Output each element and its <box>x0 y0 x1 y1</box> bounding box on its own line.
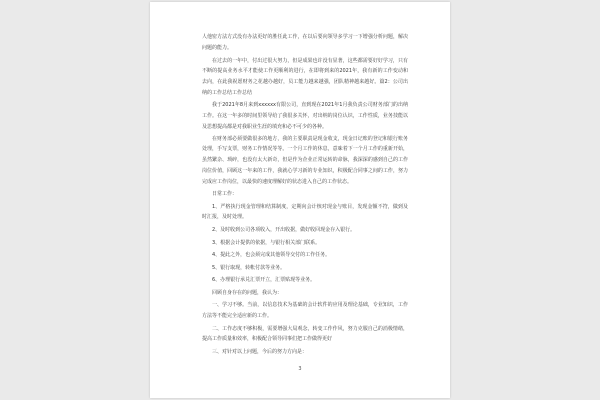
problem-1: 一、学习不够。当前，以信息技术为基础的会计软件的应用及理论基础，专业知识，工作方法等不能完全适应新的工作。 <box>202 302 408 319</box>
list-item-4: 4、提此之外，也会须完成其他领导交付的工作任务。 <box>212 252 331 258</box>
paragraph-intro: 人他密方法方式没有办法更好的胜任此工作，在以后要向领导多学习一下增强分析问题，解决问题的能力。 <box>202 34 408 51</box>
paragraph-daily-work-heading: 日常工作： <box>212 191 238 197</box>
list-item-3: 3、根据会计提供的依据，与银行相关部门联系。 <box>212 239 321 246</box>
problem-3: 三、对针对以上问题，今后的努力方向是： <box>212 349 308 355</box>
paragraph-joined-company: 我于2021年8月来到xxxxxx有限公司，直到现在2021年1月我负责公司财务部门的出纳工作。在这一年多的时间里领导给了我很多关怀，对出纳的岗位认识，工作性质，业务技能以及思想提高都是对我职业生涯的填充和必不可少的各种。 <box>202 102 408 130</box>
list-item-2: 2、及时收到公司各项收入，开出收据，做好收回现金存入银行。 <box>212 227 356 233</box>
document-page <box>150 2 450 398</box>
paragraph-problems-intro: 回顾自身存在的问题，我认为： <box>212 289 283 296</box>
page-number: 3 <box>298 366 302 372</box>
paragraph-duties: 在财务部必须要做很多的地方，我的主要职责是现金收支，现金日记账的登记和银行账务处理，手写支票，财务工作情况等等。一个月工作的休息，意味着下一个月工作的重新开始，虽然繁杂、琐碎，也没有太大新奇，但是作为企业正常运转的命脉，我深深的感到自己的工作岗位价值，回顾这一年来的工作，我就心学习新的专业知识，积极配合同事之间的工作，努力完成应工作岗位，以最快的速度理解好的状态进入自己的工作状态。 <box>202 135 408 185</box>
problem-2: 二、工作态度不够积极，需要增强大局观念，转变工作作风，努力克服自己的消极情绪，提高工作质量和效率，积极配合领导同事们把工作做得更好 <box>202 325 408 343</box>
list-item-5: 5、银行取现，转帐付款等业务。 <box>212 264 286 271</box>
paragraph-past-year: 在过去的一年中，付出过很大努力，但是成果也许没有显著，这些都需要好好学习，只有不断的提高业务水平才能使工作更顺利的进行，在即将到来的2021年，我有新的工作变动和去向，在此我祝愿财务之花越办越好，员工能力越来越强，团队精神越来越好。篇2：公司出纳的工作总结工作总结 <box>202 57 408 96</box>
list-item-1: 1、严格执行现金管理和结算制度，定期向会计核对现金与账目，发现金额不符，做到及时汇报，及时处理。 <box>202 203 408 221</box>
list-item-6: 6、办理银行承兑汇票开立，汇票贴现等业务。 <box>212 277 316 283</box>
